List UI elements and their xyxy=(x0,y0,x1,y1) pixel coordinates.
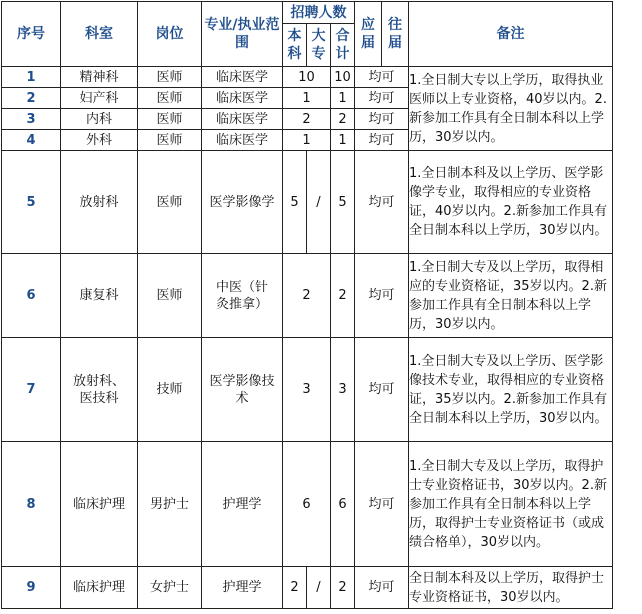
row-bachelor-college: 2 xyxy=(283,254,331,338)
header-recruit-count: 招聘人数 xyxy=(283,2,355,24)
table-row xyxy=(2,254,613,338)
row-dept: 放射科 xyxy=(61,151,138,254)
row-bachelor-college: 2 xyxy=(283,109,331,130)
row-bachelor-college: 1 xyxy=(283,130,331,151)
row-grad: 均可 xyxy=(355,109,409,130)
row-no: 1 xyxy=(2,67,61,88)
row-major: 中医（针灸推拿） xyxy=(202,254,283,338)
row-bachelor-college: 10 xyxy=(283,67,331,88)
header-college: 大专 xyxy=(307,24,331,67)
row-post: 技师 xyxy=(138,338,202,442)
header-remarks: 备注 xyxy=(409,2,613,67)
row-post: 男护士 xyxy=(138,442,202,567)
table-row xyxy=(2,442,613,567)
row-dept: 临床护理 xyxy=(61,442,138,567)
header-fresh: 应届 xyxy=(355,2,382,67)
row-grad: 均可 xyxy=(355,88,409,109)
row-total: 3 xyxy=(331,338,355,442)
row-no: 3 xyxy=(2,109,61,130)
row-grad: 均可 xyxy=(355,567,409,609)
row-grad: 均可 xyxy=(355,254,409,338)
row-total: 2 xyxy=(331,254,355,338)
row-bachelor-college: 3 xyxy=(283,338,331,442)
row-dept: 外科 xyxy=(61,130,138,151)
row-post: 医师 xyxy=(138,109,202,130)
row-remarks: 1.全日制大专及以上学历，取得相应的专业资格证，35岁以内。2.新参加工作具有全日制本科以上学历，30岁以内。 xyxy=(409,254,613,338)
row-no: 9 xyxy=(2,567,61,609)
header-bachelor: 本科 xyxy=(283,24,307,67)
header-row xyxy=(2,2,613,24)
row-major: 护理学 xyxy=(202,567,283,609)
row-grad: 均可 xyxy=(355,442,409,567)
row-major: 临床医学 xyxy=(202,109,283,130)
row-bachelor-college: 6 xyxy=(283,442,331,567)
row-grad: 均可 xyxy=(355,151,409,254)
row-total: 5 xyxy=(331,151,355,254)
row-college: / xyxy=(307,151,331,254)
row-remarks: 1.全日制大专及以上学历，取得护士专业资格证书，30岁以内。2.新参加工作具有全日制本科以上学历，取得护士专业资格证书（或成绩合格单），30岁以内。 xyxy=(409,442,613,567)
row-grad: 均可 xyxy=(355,338,409,442)
row-no: 7 xyxy=(2,338,61,442)
row-post: 女护士 xyxy=(138,567,202,609)
row-no: 2 xyxy=(2,88,61,109)
header-previous: 往届 xyxy=(382,2,409,67)
row-no: 4 xyxy=(2,130,61,151)
row-grad: 均可 xyxy=(355,67,409,88)
header-post: 岗位 xyxy=(138,2,202,67)
row-post: 医师 xyxy=(138,254,202,338)
row-total: 1 xyxy=(331,130,355,151)
header-no: 序号 xyxy=(2,2,61,67)
table-row xyxy=(2,567,613,609)
row-post: 医师 xyxy=(138,88,202,109)
row-total: 1 xyxy=(331,88,355,109)
row-dept: 内科 xyxy=(61,109,138,130)
row-bachelor-college: 1 xyxy=(283,88,331,109)
row-total: 10 xyxy=(331,67,355,88)
row-no: 8 xyxy=(2,442,61,567)
row-major: 医学影像学 xyxy=(202,151,283,254)
header-dept: 科室 xyxy=(61,2,138,67)
row-no: 5 xyxy=(2,151,61,254)
row-bachelor: 2 xyxy=(283,567,307,609)
row-grad: 均可 xyxy=(355,130,409,151)
row-no: 6 xyxy=(2,254,61,338)
row-major: 医学影像技术 xyxy=(202,338,283,442)
row-dept: 临床护理 xyxy=(61,567,138,609)
table-row xyxy=(2,151,613,254)
header-total: 合计 xyxy=(331,24,355,67)
header-major: 专业/执业范围 xyxy=(202,2,283,67)
row-major: 临床医学 xyxy=(202,67,283,88)
row-total: 6 xyxy=(331,442,355,567)
recruitment-table xyxy=(1,1,613,609)
row-dept: 精神科 xyxy=(61,67,138,88)
table-row xyxy=(2,338,613,442)
row-dept: 妇产科 xyxy=(61,88,138,109)
row-remarks: 1.全日制大专及以上学历、医学影像技术专业，取得相应的专业资格证，35岁以内。2.新参加工作具有全日制本科以上学历，30岁以内。 xyxy=(409,338,613,442)
row-bachelor: 5 xyxy=(283,151,307,254)
row-major: 护理学 xyxy=(202,442,283,567)
row-dept: 康复科 xyxy=(61,254,138,338)
row-total: 2 xyxy=(331,109,355,130)
table-row xyxy=(2,67,613,88)
row-post: 医师 xyxy=(138,130,202,151)
row-total: 2 xyxy=(331,567,355,609)
row-post: 医师 xyxy=(138,151,202,254)
row-major: 临床医学 xyxy=(202,130,283,151)
row-dept: 放射科、医技科 xyxy=(61,338,138,442)
row-remarks: 全日制本科及以上学历，取得护士专业资格证书，30岁以内。 xyxy=(409,567,613,609)
row-post: 医师 xyxy=(138,67,202,88)
row-major: 临床医学 xyxy=(202,88,283,109)
row-remarks: 1.全日制大专以上学历，取得执业医师以上专业资格，40岁以内。2.新参加工作具有全日制本科以上学历，30岁以内。 xyxy=(409,67,613,151)
row-remarks: 1.全日制本科及以上学历、医学影像学专业，取得相应的专业资格证，40岁以内。2.新参加工作具有全日制本科以上学历，30岁以内。 xyxy=(409,151,613,254)
row-college: / xyxy=(307,567,331,609)
